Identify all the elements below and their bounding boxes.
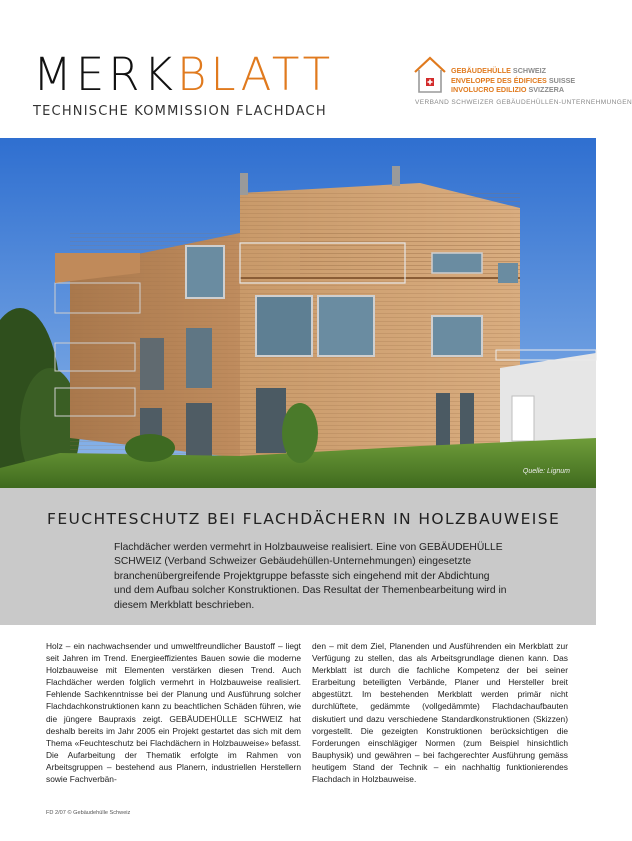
building-illustration bbox=[0, 138, 596, 488]
logo-line2-b: SUISSE bbox=[546, 75, 576, 85]
photo-credit: Quelle: Lignum bbox=[522, 468, 570, 475]
building-photo bbox=[0, 138, 596, 488]
logo-tagline: VERBAND SCHWEIZER GEBÄUDEHÜLLEN-UNTERNEHMUNGEN bbox=[415, 99, 632, 106]
logo-line3-a: INVOLUCRO EDILIZIO bbox=[451, 85, 527, 94]
body-column-left: Holz – ein nachwachsender und umweltfreundlicher Baustoff – liegt seit Jahren im Trend. Energieeffizientes Bauen sowie die moderne Holzbauweise mit Elementen verstärken diesen Trend. Auch Flachdächer werden folglich vermehrt in Holzbauweise realisiert. Fehlende Sachkenntnisse bei der Planung und Ausführung solcher Flachdachkonstruktionen kann zu beachtlichen Schäden führen, wie die jüngere Baupraxis zeigt. GEBÄUDEHÜLLE SCHWEIZ hat deshalb bereits im Jahr 2005 ein Projekt gestartet das sich mit dem Thema «Feuchteschutz bei Flachdächern in Holzbauweise» befasst. Die Aufarbeitung der Thematik erfolgte im Rahmen von Arbeitsgruppen – bestehend aus Planern, industriellen Herstellern sowie Fachverbän- bbox=[46, 641, 301, 785]
logo-line1-b: SCHWEIZ bbox=[510, 66, 547, 75]
house-swiss-cross-icon bbox=[413, 54, 447, 96]
section-title: FEUCHTESCHUTZ BEI FLACHDÄCHERN IN HOLZBAUWEISE bbox=[47, 510, 561, 528]
association-logo bbox=[413, 54, 632, 110]
page-subtitle: TECHNISCHE KOMMISSION FLACHDACH bbox=[33, 104, 327, 119]
page-footer: FD 2/07 © Gebäudehülle Schweiz bbox=[46, 810, 131, 816]
page-title bbox=[33, 48, 335, 101]
page-header bbox=[0, 0, 632, 138]
title-merk: MERK bbox=[33, 48, 178, 101]
logo-line2-a: ENVELOPPE DES ÉDIFICES bbox=[451, 75, 547, 85]
logo-line1-a: GEBÄUDEHÜLLE bbox=[451, 66, 511, 75]
logo-line3-b: SVIZZERA bbox=[526, 85, 565, 94]
intro-text: Flachdächer werden vermehrt in Holzbauweise realisiert. Eine von GEBÄUDEHÜLLE SCHWEIZ (Verband Schweizer Gebäudehüllen-Unternehmungen) eingesetzte branchenübergreifende Projektgruppe befasste sich eingehend mit der Abdichtung und dem Aufbau solcher Konstruktionen. Das Resultat der Themenbearbeitung wird in diesem Merkblatt beschrieben. bbox=[114, 542, 507, 611]
title-blatt: BLATT bbox=[177, 48, 335, 101]
logo-text bbox=[451, 66, 575, 95]
body-column-right: den – mit dem Ziel, Planenden und Ausführenden ein Merkblatt zur Verfügung zu stellen, das als Arbeitsgrundlage dienen kann. Das Merkblatt ist durch die fachliche Kompetenz der bei seiner Erarbeitung beteiligten Verbände, Planer und Hersteller breit abgestützt. Im bestehenden Merkblatt werden primär nicht durchlüftete, gedämmte (vollgedämmte) Flachdachaufbauten diskutiert und dazu verschiedene Standardkonstruktionen (Skizzen) vorgestellt. Die gezeigten Konstruktionen berücksichtigen die Forderungen einschlägiger Normen (zum Beispiel hinsichtlich Bauphysik) und gewähren – bei fachgerechter Ausführung gemäss heutigem Stand der Technik – ein nachhaltig funktionierendes Flachdach in Holzbauweise. bbox=[312, 641, 568, 785]
